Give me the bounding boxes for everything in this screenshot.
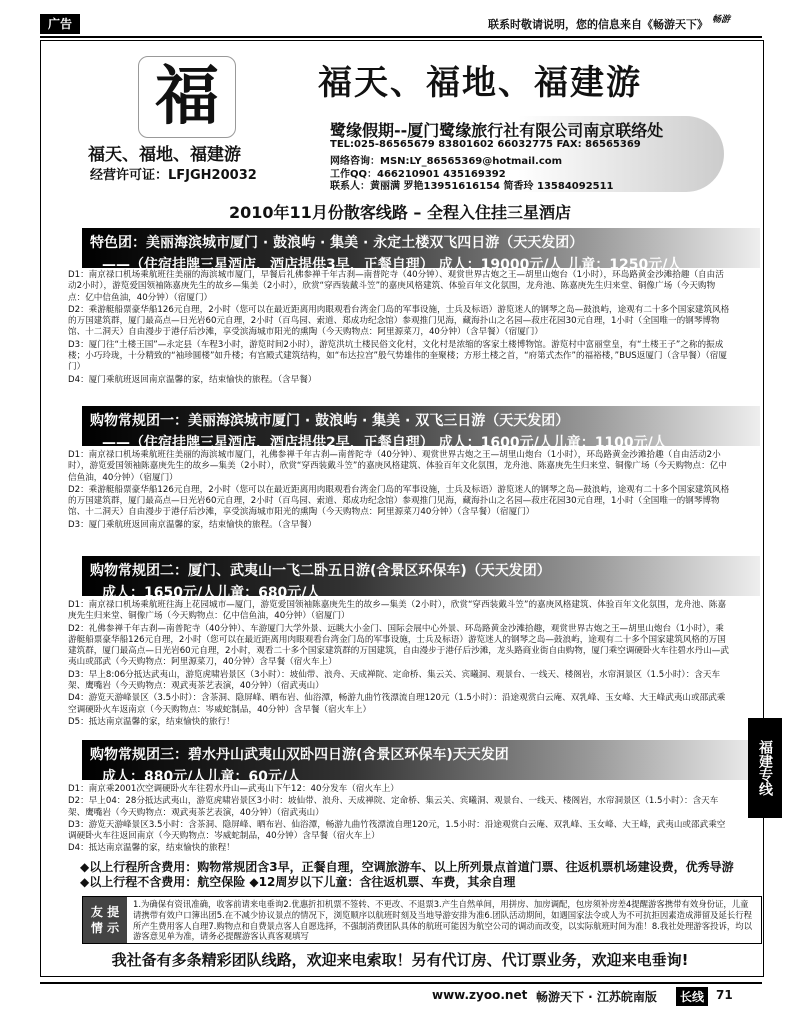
tour-band-2 bbox=[82, 406, 760, 451]
ad-tag: 广告 bbox=[40, 14, 80, 34]
bottom-ad: 我社备有多条精彩团队线路，欢迎来电索取！另有代订房、代订票业务，欢迎来电垂询! bbox=[111, 951, 689, 969]
license-number: 经营许可证：LFJGH20032 bbox=[90, 168, 257, 183]
main-slogan: 福天、福地、福建游 bbox=[318, 63, 642, 103]
contact-tel: TEL:025-86565679 83801602 66032775 FAX: 86565369 bbox=[330, 139, 641, 150]
page-number: 71 bbox=[716, 988, 733, 1002]
tour-price: ——（住宿挂牌三星酒店，酒店提供2早，正餐自理） 成人：1600元/人儿童：1100元/人 bbox=[102, 435, 667, 451]
itinerary-day: D3：厦门乘航班返回南京温馨的家，结束愉快的旅程。（含早餐） bbox=[68, 519, 317, 530]
tour-title: 特色团：美丽海滨城市厦门 · 鼓浪屿 · 集美 · 永定土楼双飞四日游（天天发团） bbox=[90, 235, 584, 251]
tour-title: 购物常规团二：厦门、武夷山一飞二卧五日游(含景区环保车)（天天发团） bbox=[90, 563, 551, 579]
tour-band-1 bbox=[82, 228, 760, 273]
itinerary-day: D1：南京乘2001次空调硬卧火车往碧水丹山—武夷山下午12：40分发车（宿火车上） bbox=[68, 784, 399, 794]
fee-excluded: ◆以上行程不含费用：航空保险 ◆12周岁以下儿童：含往返机票、车费，其余自理 bbox=[80, 875, 516, 889]
magazine-logo: 畅游 bbox=[712, 15, 731, 25]
logo-slogan: 福天、福地、福建游 bbox=[88, 145, 241, 165]
page-heading: 2010年11月份散客线路 – 全程入住挂三星酒店 bbox=[229, 203, 571, 222]
section-label: 长线 bbox=[676, 987, 708, 1006]
itinerary-day: D4：厦门乘航班返回南京温馨的家，结束愉快的旅程。（含早餐） bbox=[68, 374, 317, 385]
fee-notes bbox=[80, 860, 734, 890]
site-url[interactable]: www.zyoo.net bbox=[432, 988, 528, 1002]
tour-itinerary-4 bbox=[68, 784, 730, 856]
tips-label: 友 提 情 示 bbox=[83, 897, 127, 943]
page-footer bbox=[40, 982, 762, 1008]
tour-title: 购物常规团一：美丽海滨城市厦门 · 鼓浪屿 · 集美 · 双飞三日游（天天发团） bbox=[90, 413, 570, 429]
itinerary-day: D4：抵达南京温馨的家，结束愉快的旅程！ bbox=[68, 843, 235, 854]
source-notice: 联系时敬请说明，您的信息来自《畅游天下》 bbox=[488, 18, 708, 31]
tour-title: 购物常规团三：碧水丹山武夷山双卧四日游(含景区环保车)天天发团 bbox=[90, 747, 509, 763]
tour-price: 成人：880元/人儿童：60元/人 bbox=[102, 769, 301, 785]
tour-band-3 bbox=[82, 556, 760, 601]
itinerary-day: D1：南京禄口机场乘航班往海上花园城市—厦门，游览爱国领袖陈嘉庚先生的故乡—集美（2小时），欣赏“穿西装戴斗笠”的嘉庚风格建筑、体验百年文化氛围，龙舟池、陈嘉庚先生归来堂、铜像广场（今天购物点：亿中信鱼油，40分钟）（宿厦门） bbox=[68, 600, 727, 622]
publication-name: 畅游天下 · 江苏皖南版 bbox=[536, 990, 657, 1004]
fu-logo: 福 bbox=[138, 56, 236, 138]
itinerary-day: D5：抵达南京温馨的家，结束愉快的旅行！ bbox=[68, 716, 235, 727]
contact-people: 联系人：黄丽满 罗艳13951616154 简香玲 13584092511 bbox=[330, 181, 614, 192]
itinerary-day: D1：南京禄口机场乘航班往美丽的海滨城市厦门，礼佛参禅千年古刹—南普陀寺（40分钟）、观赏世界古炮之王—胡里山炮台（1小时），环岛路黄金沙滩拾趣（自由活动2小时），游览爱国领袖陈嘉庚先生的故乡—集美（2小时），欣赏“穿西装戴斗笠”的嘉庚风格建筑、体验百年文化氛围，龙舟池、陈嘉庚先生归来堂、铜像广场（今天购物点：亿中信鱼油，40分钟）（宿厦门） bbox=[68, 450, 727, 483]
itinerary-day: D1：南京禄口机场乘航班往美丽的海滨城市厦门，早餐后礼佛参禅千年古刹—南普陀寺（40分钟）、观赏世界古炮之王—胡里山炮台（1小时），环岛路黄金沙滩拾趣（自由活动2小时），游览爱国领袖陈嘉庚先生的故乡—集美（2小时），欣赏“穿西装戴斗笠”的嘉庚风格建筑、体验百年文化氛围，龙舟池、陈嘉庚先生归来堂、铜像广场（今天购物点：亿中信鱼油，40分钟）（宿厦门） bbox=[68, 270, 724, 303]
company-name: 鹭缘假期--厦门鹭缘旅行社有限公司南京联络处 bbox=[330, 121, 664, 140]
itinerary-day: D2：乘游艇船票豪华船126元自理，2小时（您可以在最近距离用肉眼观看台湾金门岛的军事设施，士兵及标语）游览迷人的钢琴之岛—鼓浪屿，途观有二十多个国家建筑风格的万国建筑群，厦门最高点—日光岩60元自理，2小时（百鸟园、索道、郑成功纪念馆）参观推门见海，藏海扑山之名园—菽庄花园30元自理，1小时（全国唯一的钢琴博物馆、十二洞天）自由漫步于港仔后沙滩，享受滨海城市阳光的熏陶（今天购物点：阿里源菜刀40分钟）（含早餐）（宿厦门） bbox=[68, 484, 730, 518]
contact-qq: 工作QQ：466210901 435169392 bbox=[330, 169, 506, 180]
itinerary-day: D2：早上04：28分抵达武夷山，游览虎啸岩景区3小时：坡仙带、浪舟、天成禅院、定命桥、集云关、宾曦洞、观景台、一线天、楼阁岩，水帘洞景区（1.5小时）：含天车架、鹰嘴岩（今天购物点：观武夷茶艺表演，40分钟）（宿武夷山） bbox=[68, 796, 719, 818]
tips-text: 1.为确保有资讯准确，收客前请来电垂询2.优惠折扣机票不签转、不更改、不退票3.产生自然单间，用拼房、加房调配，包房须补房差4提醒游客携带有效身份证，儿童请携带有效户口簿出团5.在不减少协议景点的情况下，浏览顺序以航班时刻及当地导游安排为准6.团队活动期间，如遇国家法令或人为不可抗拒因素造成滞留及延长行程所产生费用客人自理7.购物点和自费景点客人自愿选择，不强制消费团队具体的航班可能因为航空公司的调动而改变，以实际航班时间为准！8.我社处理游客投诉，均以游客意见单为准，请务必提醒游客认真客观填写 bbox=[133, 899, 752, 942]
tour-price: 成人：1650元/人儿童：680元/人 bbox=[102, 585, 321, 601]
tour-itinerary-3 bbox=[68, 600, 730, 729]
itinerary-day: D2：礼佛参禅千年古刹—南普陀寺（40分钟）、车游厦门大学外景、远眺大小金门、国际会展中心外景、环岛路黄金沙滩拾趣，观赏世界古炮之王—胡里山炮台（1小时），乘游艇船票豪华船126元自理，2小时（您可以在最近距离用肉眼观看台湾金门岛的军事设施，士兵及标语）游览迷人的钢琴之岛—鼓浪屿，途观有二十多个国家建筑风格的万国建筑群，厦门最高点—日光岩60元自理，2小时，观看二十多个国家建筑群的万国建筑，自由漫步于港仔后沙滩，龙头路商业街自由购物，厦门乘空调硬卧火车往碧水丹山—武夷山或邵武（今天购物点：阿里源菜刀，40分钟）含早餐（宿火车上） bbox=[68, 623, 729, 668]
itinerary-day: D3：厦门往“土楼王国”—永定县（车程3小时，游览时间2小时），游览洪坑土楼民俗文化村，文化村是浓缩的客家土楼博物馆。游览村中富丽堂皇，有“土楼王子”之称的振成楼；小巧玲珑，十分精致的“袖珍圆楼”如升楼；有宫殿式建筑结构，如“布达拉宫”般气势雄伟的奎聚楼；方形土楼之首，“府第式杰作”的福裕楼，”BUS返厦门（含早餐）（宿厦门） bbox=[68, 339, 727, 373]
fujian-tab: 福建专线 bbox=[748, 718, 782, 818]
friendly-tips bbox=[82, 896, 762, 944]
contact-msn: 网络咨询：MSN:LY_86565369@hotmail.com bbox=[330, 156, 563, 167]
itinerary-day: D2：乘游艇船票豪华船126元自理，2小时（您可以在最近距离用肉眼观看台湾金门岛的军事设施，士兵及标语）游览迷人的钢琴之岛—鼓浪屿，途观有二十多个国家建筑风格的万国建筑群，厦门最高点—日光岩60元自理，2小时（百鸟园、索道、郑成功纪念馆）参观推门见海，藏海扑山之名园—菽庄花园30元自理，1小时（全国唯一的钢琴博物馆、十二洞天）自由漫步于港仔后沙滩，享受滨海城市阳光的熏陶（今天购物点：阿里源菜刀，40分钟）（含早餐）（宿厦门） bbox=[68, 304, 730, 338]
fee-included: ◆以上行程所含费用：购物常规团含3早，正餐自理，空调旅游车、以上所列景点首道门票、往返机票机场建设费，优秀导游 bbox=[80, 860, 734, 874]
itinerary-day: D4：游览天游峰景区（3.5小时）：含茶洞、隐屏峰、晒布岩、仙浴潭，畅游九曲竹筏漂流自理120元（1.5小时）：沿途观赏白云庵、双乳峰、玉女峰、大王峰武夷山或邵武乘空调硬卧火车返南京（今天购物点：岑威蛇制品，40分钟）含早餐（宿火车上） bbox=[68, 693, 726, 715]
itinerary-day: D3：游览天游峰景区3.5小时：含茶洞、隐屏峰、晒布岩、仙浴潭，畅游九曲竹筏漂流自理120元，1.5小时：沿途观赏白云庵、双乳峰、玉女峰、大王峰，武夷山或邵武乘空调硬卧火车往返回南京（今天购物点：岑威蛇制品，40分钟）含早餐（宿火车上） bbox=[68, 819, 726, 842]
top-bar bbox=[40, 14, 762, 38]
tour-band-4 bbox=[82, 740, 760, 785]
tour-price: ——（住宿挂牌三星酒店，酒店提供3早，正餐自理） 成人：19000元/人 儿童：1250元/人 bbox=[102, 257, 682, 273]
tour-itinerary-1 bbox=[68, 270, 730, 387]
tour-itinerary-2 bbox=[68, 450, 730, 532]
itinerary-day: D3：早上8:06分抵达武夷山，游览虎啸岩景区（3小时）：坡仙带、浪舟、天成禅院、定命桥、集云关、宾曦洞、观景台、一线天、楼阁岩，水帘洞景区（1.5小时）：含天车架、鹰嘴岩（今天购物点：观武夷茶艺表演，40分钟）（宿武夷山） bbox=[68, 669, 721, 692]
